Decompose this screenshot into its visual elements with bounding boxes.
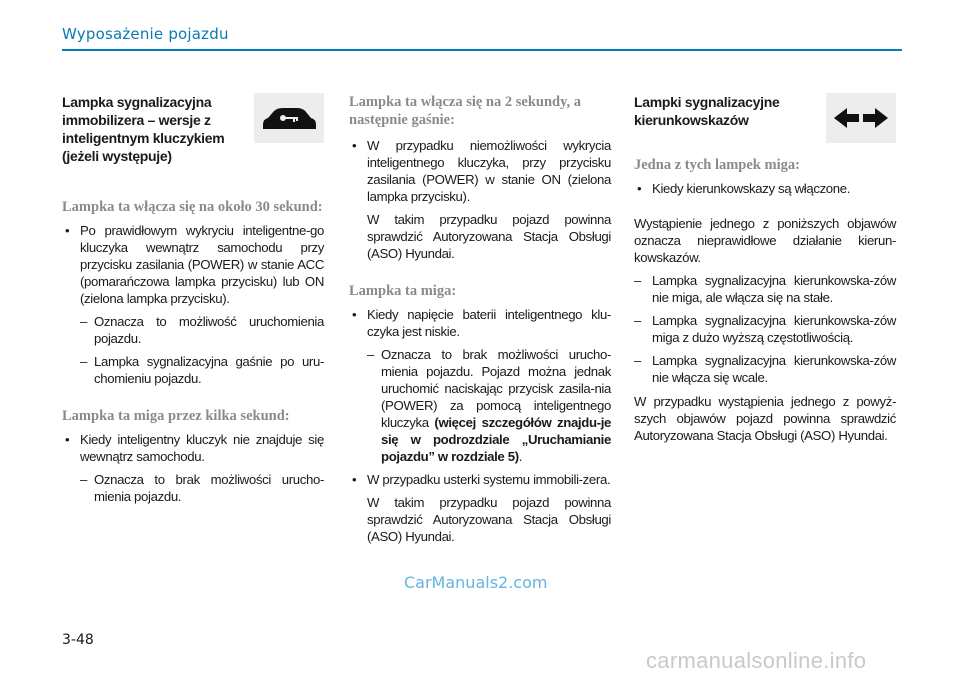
subheading-on-2s: Lampka ta włącza się na 2 sekundy, a następnie gaśnie: [349,94,582,128]
subheading-blinks-seconds: Lampka ta miga przez kilka sekund: [62,408,290,424]
section-title: Wyposażenie pojazdu [62,25,229,43]
subheading-blinks: Lampka ta miga: [349,283,457,299]
immobilizer-heading-row [62,93,324,165]
turn-signal-indicator-box [826,93,896,143]
list-item: • Kiedy kierunkowskazy są włączone. [634,180,896,197]
subheading-on-30s: Lampka ta włącza się na około 30 sekund: [62,199,323,215]
list-item: • W przypadku niemożliwości wykrycia inteligentnego kluczyka, przy przycisku zasilania (POWER) w stanie ON (zielona lampka przycisku). [349,137,611,205]
turn-signal-arrows-icon [833,106,889,130]
column-turn-signals [634,93,896,444]
watermark-logo: CarManuals2.com [404,573,548,592]
list-item: • Kiedy napięcie baterii inteligentnego klu-czyka jest niskie. [349,306,611,340]
immobilizer-title: Lampka sygnalizacyjna immobilizera – wersje z inteligentnym kluczykiem (jeżeli występuje) [62,94,225,164]
list-item: – Lampka sygnalizacyjna kierunkowska-zów nie włącza się wcale. [634,353,896,385]
list-item: • Po prawidłowym wykryciu inteligentne-go kluczyka wewnątrz samochodu przy przycisku zasilania (POWER) w stanie ACC (pomarańczowa lampka przycisku) lub ON (zielona lampka przycisku). [62,222,324,307]
paragraph: Wystąpienie jednego z poniższych objawów oznacza nieprawidłowe działanie kierun-kowskazów. [634,216,896,265]
list-item: • Kiedy inteligentny kluczyk nie znajduje się wewnątrz samochodu. [62,431,324,465]
turn-signal-heading-row [634,93,896,143]
page-number: 3-48 [62,632,94,648]
subheading-one-blinks: Jedna z tych lampek miga: [634,157,800,173]
car-key-icon [259,103,319,133]
list-item: • W przypadku usterki systemu immobili-zera. [349,471,611,488]
list-item: – Oznacza to brak możliwości urucho-mienia pojazdu. Pojazd można jednak uruchomić naciskając przycisk zasila-nia (POWER) za pomocą inteligentnego kluczyka (więcej szczegółów znajdu-je się w podrozdziale „Uruchamianie pojazdu” w rozdziale 5). [367,347,611,464]
list-item: – Lampka sygnalizacyjna kierunkowska-zów miga z dużo wyższą częstotliwością. [634,313,896,345]
list-item: – Oznacza to brak możliwości urucho-mienia pojazdu. [80,472,324,504]
column-immobilizer-cont [349,93,611,545]
list-item: – Lampka sygnalizacyjna kierunkowska-zów nie miga, ale włącza się na stałe. [634,273,896,305]
immobilizer-indicator-box [254,93,324,143]
paragraph: W przypadku wystąpienia jednego z powyż-szych objawów pojazd powinna sprawdzić Autoryzowana Stacja Obsługi (ASO) Hyundai. [634,394,896,443]
list-item: – Oznacza to możliwość uruchomienia pojazdu. [80,314,324,346]
list-item: – Lampka sygnalizacyjna gaśnie po uru-chomieniu pojazdu. [80,354,324,386]
column-immobilizer [62,93,324,505]
footer-watermark: carmanualsonline.info [646,648,867,673]
turn-signal-title: Lampki sygnalizacyjne kierunkowskazów [634,94,780,128]
header-divider [62,49,902,51]
cross-reference: (więcej szczegółów znajdu-je się w podrozdziale „Uruchamianie pojazdu” w rozdziale 5) [381,415,611,464]
paragraph: W takim przypadku pojazd powinna sprawdzić Autoryzowana Stacja Obsługi (ASO) Hyundai. [367,495,611,544]
paragraph: W takim przypadku pojazd powinna sprawdzić Autoryzowana Stacja Obsługi (ASO) Hyundai. [367,212,611,261]
